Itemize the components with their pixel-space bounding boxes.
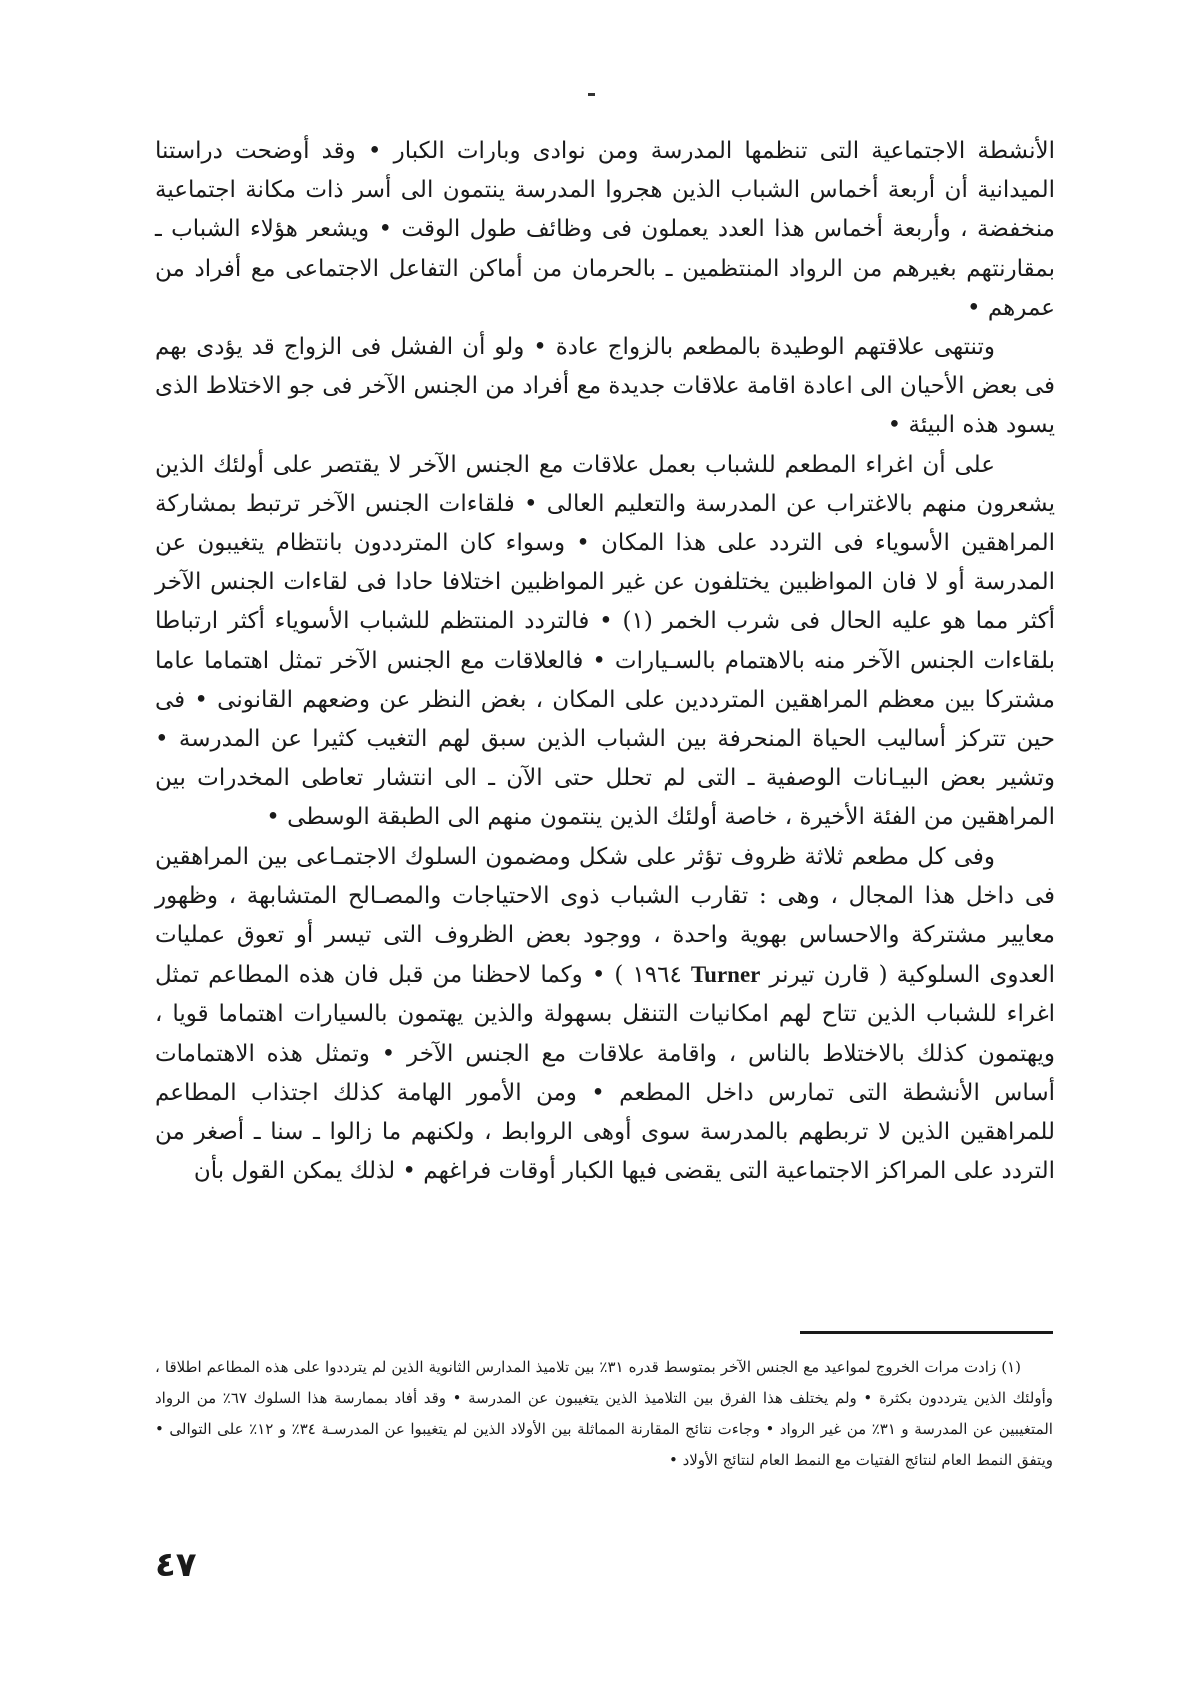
latin-citation-name: Turner — [690, 962, 761, 988]
paragraph-4-text-a: وفى كل مطعم ثلاثة ظروف تؤثر على شكل ومضمون السلوك الاجتمـاعى بين المراهقين فى داخل هذا المجال ، وهى : تقارب الشباب ذوى الاحتياجات والمصـالح المتشابهة ، وظهور معايير مشتركة والاحساس بهوية واحدة ، ووجود بعض الظروف التى تيسر أو تعوق عمليات العدوى السلوكية ( قارن تيرنر — [155, 843, 1055, 989]
paragraph-4-text-b: ١٩٦٤ ) • وكما لاحظنا من قبل فان هذه المطاعم تمثل اغراء للشباب الذين تتاح لهم امكانيات التنقل بسهولة والذين يهتمون بالسيارات اهتماما قويا ، ويهتمون كذلك بالاختلاط بالناس ، واقامة علاقات مع الجنس الآخر • وتمثل هذه الاهتمامات أساس الأنشطة التى تمارس داخل المطعم • ومن الأمور الهامة كذلك اجتذاب المطاعم للمراهقين الذين لا تربطهم بالمدرسة سوى أوهى الروابط ، ولكنهم ما زالوا ـ سنا ـ أصغر من التردد على المراكز الاجتماعية التى يقضى فيها الكبار أوقات فراغهم • لذلك يمكن القول بأن — [155, 962, 1055, 1185]
footnote-separator — [800, 1331, 1053, 1334]
footnote — [155, 1352, 1053, 1476]
page-number: ٤٧ — [155, 1545, 197, 1585]
paragraph-3: على أن اغراء المطعم للشباب بعمل علاقات مع الجنس الآخر لا يقتصر على أولئك الذين يشعرون منهم بالاغتراب عن المدرسة والتعليم العالى • فلقاءات الجنس الآخر ترتبط بمشاركة المراهقين الأسوياء فى التردد على هذا المكان • وسواء كان المترددون بانتظام يتغيبون عن المدرسة أو لا فان المواظبين يختلفون عن غير المواظبين اختلافا حادا فى لقاءات الجنس الآخر أكثر مما هو عليه الحال فى شرب الخمر (١) • فالتردد المنتظم للشباب الأسوياء أكثر ارتباطا بلقاءات الجنس الآخر منه بالاهتمام بالسـيارات • فالعلاقات مع الجنس الآخر تمثل اهتماما عاما مشتركا بين معظم المراهقين المترددين على المكان ، بغض النظر عن وضعهم القانونى • فى حين تتركز أساليب الحياة المنحرفة بين الشباب الذين سبق لهم التغيب كثيرا عن المدرسة • وتشير بعض البيـانات الوصفية ـ التى لم تحلل حتى الآن ـ الى انتشار تعاطى المخدرات بين المراهقين من الفئة الأخيرة ، خاصة أولئك الذين ينتمون منهم الى الطبقة الوسطى • — [155, 451, 1055, 831]
top-ink-mark — [588, 93, 595, 96]
main-text — [155, 132, 1055, 1191]
paragraph-1: الأنشطة الاجتماعية التى تنظمها المدرسة ومن نوادى وبارات الكبار • وقد أوضحت دراستنا الميدانية أن أربعة أخماس الشباب الذين هجروا المدرسة ينتمون الى أسر ذات مكانة اجتماعية منخفضة ، وأربعة أخماس هذا العدد يعملون فى وظائف طول الوقت • ويشعر هؤلاء الشباب ـ بمقارنتهم بغيرهم من الرواد المنتظمين ـ بالحرمان من أماكن التفاعل الاجتماعى مع أفراد من عمرهم • — [155, 138, 1055, 321]
footnote-text: (١) زادت مرات الخروج لمواعيد مع الجنس الآخر بمتوسط قدره ٣١٪ بين تلاميذ المدارس الثانوية الذين لم يترددوا على هذه المطاعم اطلاقا ، وأولئك الذين يترددون بكثرة • ولم يختلف هذا الفرق بين التلاميذ الذين يتغيبون عن المدرسة • وقد أفاد بممارسة هذا السلوك ٦٧٪ من الرواد المتغيبين عن المدرسة و ٣١٪ من غير الرواد • وجاءت نتائج المقارنة المماثلة بين الأولاد الذين لم يتغيبوا عن المدرسـة ٣٤٪ و ١٢٪ على التوالى • ويتفق النمط العام لنتائج الفتيات مع النمط العام لنتائج الأولاد • — [155, 1358, 1053, 1469]
paragraph-2: وتنتهى علاقتهم الوطيدة بالمطعم بالزواج عادة • ولو أن الفشل فى الزواج قد يؤدى بهم فى بعض الأحيان الى اعادة اقامة علاقات جديدة مع أفراد من الجنس الآخر فى جو الاختلاط الذى يسود هذه البيئة • — [155, 334, 1055, 439]
paragraph-4 — [155, 838, 1055, 1192]
